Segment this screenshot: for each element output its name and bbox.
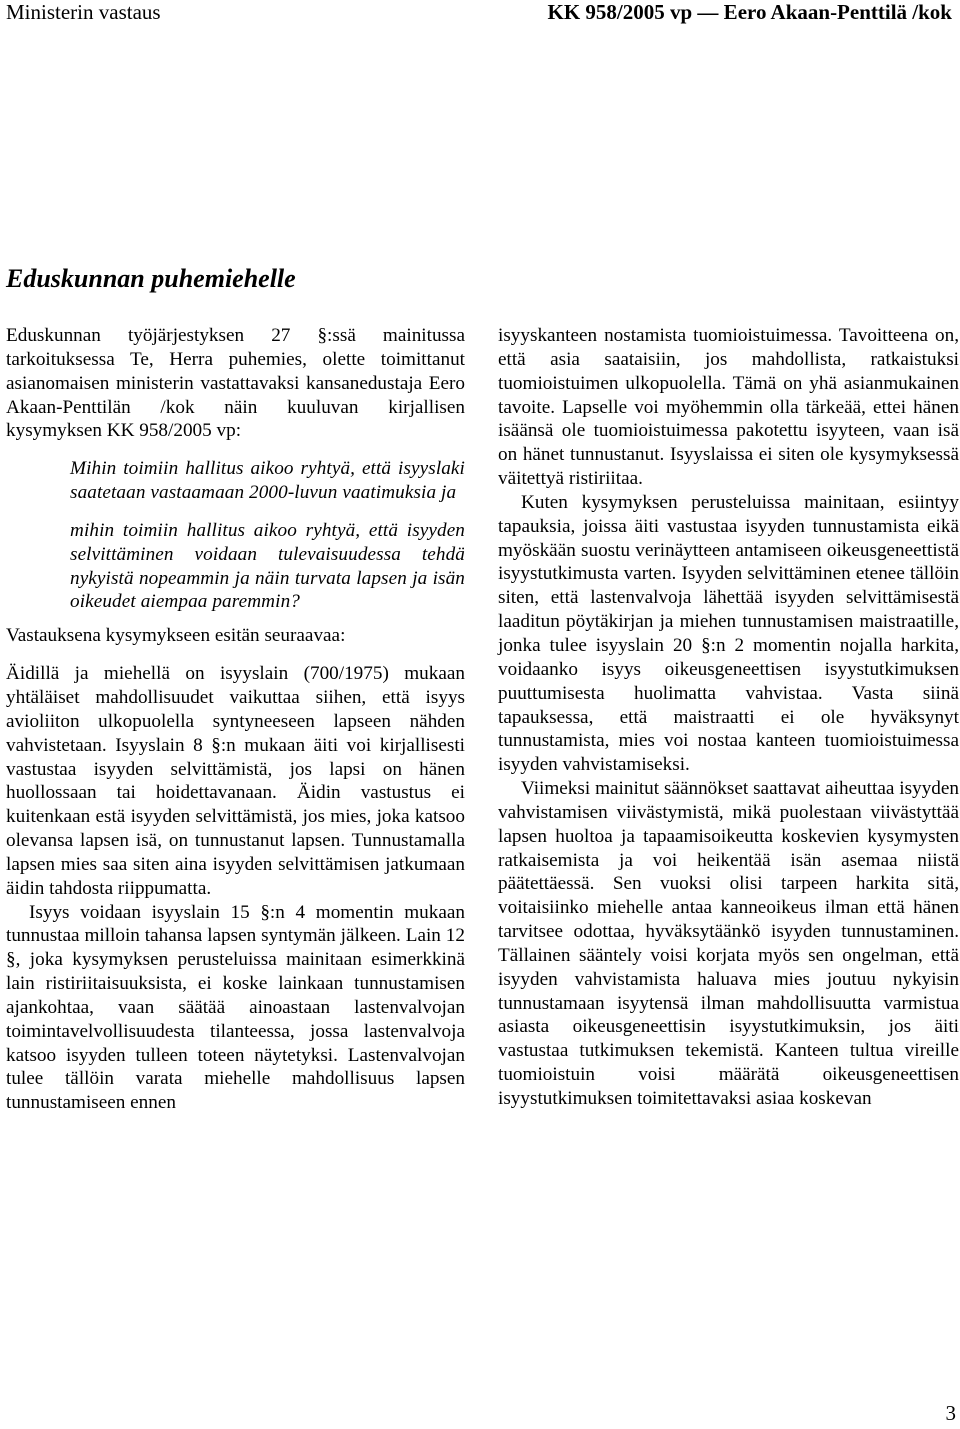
running-header-left: Ministerin vastaus — [6, 0, 161, 24]
right-paragraph-1: isyyskanteen nostamista tuomioistuimessa. Tavoitteena on, että asia saataisiin, jos mahdollista, ratkaistuksi tuomioistuimen ulkopuolella. Tämä on yhä asianmukainen tavoite. Lapselle voi myöhemmin olla tärkeää, ettei hänen isäänsä ole tuomioistuimessa pakotettu isyyteen, vaan isä on hänet tunnustanut. Isyyslaissa ei siten ole kysymyksessä väitettyä ristiriitaa. — [498, 325, 959, 490]
question-2: mihin toimiin hallitus aikoo ryhtyä, että isyyden selvittäminen voidaan tulevaisuudessa tehdä nykyistä nopeammin ja näin turvata lapsen ja isän oikeudet aiempaa paremmin? — [70, 519, 465, 613]
document-title: Eduskunnan puhemiehelle — [6, 264, 296, 293]
left-column — [6, 324, 465, 1115]
answer-intro: Vastauksena kysymykseen esitän seuraavaa: — [6, 625, 346, 647]
answer-paragraph-2: Isyys voidaan isyyslain 15 §:n 4 momentin mukaan tunnustaa milloin tahansa lapsen syntymän jälkeen. Lain 12 §, joka kysymyksen perusteluissa mainitaan esimerkkinä lain ristiriitaisuuksista, ei koske lainkaan tunnustamisen ajankohtaa, vaan säätää ainoastaan lastenvalvojan toimintavelvollisuudesta tilanteessa, jossa lastenvalvoja katsoo isyyden tulleen toteen näytetyksi. Lastenvalvojan tulee tällöin varata miehelle mahdollisuus lapsen tunnustamiseen ennen — [6, 901, 465, 1114]
intro-paragraph: Eduskunnan työjärjestyksen 27 §:ssä mainitussa tarkoituksessa Te, Herra puhemies, olette toimittanut asianomaisen ministerin vastattavaksi kansanedustaja Eero Akaan-Penttilän /kok näin kuuluvan kirjallisen kysymyksen KK 958/2005 vp: — [6, 325, 465, 442]
running-header-right: KK 958/2005 vp — Eero Akaan-Penttilä /kok — [547, 0, 952, 24]
page-number: 3 — [945, 1401, 956, 1425]
right-column — [498, 324, 959, 1111]
question-1: Mihin toimiin hallitus aikoo ryhtyä, että isyyslaki saatetaan vastaamaan 2000-luvun vaatimuksia ja — [70, 458, 465, 504]
answer-paragraph-1: Äidillä ja miehellä on isyyslain (700/1975) mukaan yhtäläiset mahdollisuudet vaikuttaa siihen, että isyys avioliiton ulkopuolella syntyneeseen lapseen nähden vahvistetaan. Isyyslain 8 §:n mukaan äiti voi kirjallisesti vastustaa isyyden selvittämistä, jos lapsi on hänen huollossaan tai hoidettavanaan. Äidin vastustus ei kuitenkaan estä isyyden selvittämistä, jos mies, joka katsoo olevansa lapsen isä, on tunnustanut lapsen. Tunnustamalla lapsen mies saa siten aina isyyden selvittämisen jatkumaan äidin tahdosta riippumatta. — [6, 663, 465, 899]
right-paragraph-3: Viimeksi mainitut säännökset saattavat aiheuttaa isyyden vahvistamisen viivästymistä, mikä puolestaan viivästyttää lapsen huoltoa ja tapaamisoikeutta koskevien kysymysten ratkaisemista ja voi heikentää isän asemaa niistä päätettäessä. Sen vuoksi olisi tarpeen harkita sitä, voitaisiinko miehelle antaa kanneoikeus ilman että hänen tarvitsee odottaa, hyväksytäänkö isyyden tunnustaminen. Tällainen sääntely voisi korjata myös sen ongelman, että isyyden vahvistamista haluava mies joutuu nykyisin tunnustamaan isyytensä ilman mahdollisuutta varmistua asiasta oikeusgeneettisin isyystutkimuksin, jos äiti vastustaa tutkimuksen tekemistä. Kanteen tultua vireille tuomioistuin voisi määrätä oikeusgeneettisen isyystutkimuksen toimitettavaksi asiaa koskevan — [498, 778, 959, 1109]
right-paragraph-2: Kuten kysymyksen perusteluissa mainitaan, esiintyy tapauksia, joissa äiti vastustaa isyyden tunnustamista eikä myöskään suostu verinäytteen antamiseen oikeusgeneettistä isyystutkimusta varten. Isyyden selvittäminen etenee tällöin siten, että lastenvalvoja lähettää isyyden selvittämisestä laaditun pöytäkirjan ja miehen tunnustamisen maistraatille, jonka tulee isyyslain 20 §:n 2 momentin nojalla harkita, voidaanko isyys oikeusgeneettisen isyystutkimuksen puuttumisesta huolimatta vahvistaa. Vasta siinä tapauksessa, että maistraatti ei ole hyväksynyt tunnustamista, mies voi nostaa kanteen tuomioistuimessa isyyden vahvistamiseksi. — [498, 491, 959, 776]
